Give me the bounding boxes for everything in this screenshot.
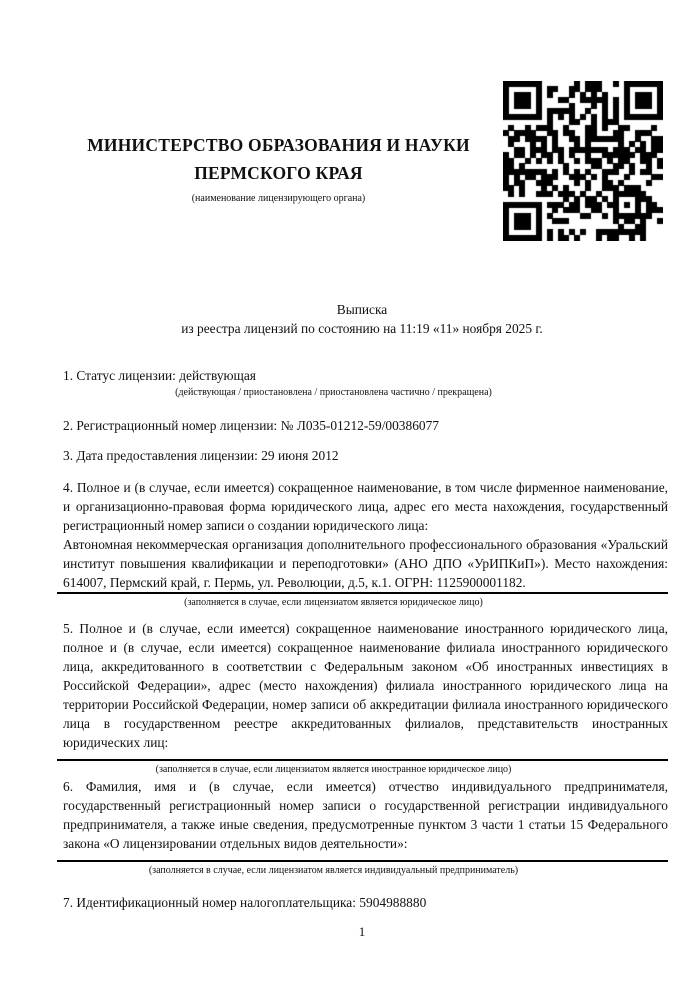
legal-entity-note: (заполняется в случае, если лицензиатом является юридическое лицо) <box>184 597 483 608</box>
item-2-registration-number <box>63 416 668 435</box>
legal-entity-question: 4. Полное и (в случае, если имеется) сокращенное наименование, в том числе фирменное наименование, и организационно-правовая форма юридического лица, адрес его места нахождения, государственный регистрационный номер записи о создании юридического лица: <box>63 480 668 533</box>
fill-in-rule <box>57 592 668 594</box>
foreign-entity-note: (заполняется в случае, если лицензиатом является иностранное юридическое лицо) <box>155 764 512 775</box>
ministry-name-line1: МИНИСТЕРСТВО ОБРАЗОВАНИЯ И НАУКИ <box>87 135 470 155</box>
item-4-legal-entity <box>63 478 668 609</box>
foreign-entity-question: 5. Полное и (в случае, если имеется) сокращенное наименование иностранного юридического лица, полное и (в случае, если имеется) сокращенное наименование филиала иностранного юридического лица, аккредитованного в соответствии с Федеральным законом «Об иностранных инвестициях в Российской Федерации», адрес (место нахождения) филиала иностранного юридического лица на территории Российской Федерации, номер записи об аккредитации филиала иностранного юридического лица в государственном реестре аккредитованных филиалов, представительств иностранных юридических лиц: <box>63 621 668 750</box>
legal-entity-value: Автономная некоммерческая организация дополнительного профессионального образования «Уральский институт повышения квалификации и переподготовки» (АНО ДПО «УрИПКиП»). Место нахождения: 614007, Пермский край, г. Пермь, ул. Революции, д.5, к.1. ОГРН: 1125900001182. <box>63 537 668 590</box>
fill-in-rule <box>57 759 668 761</box>
document-title-block <box>57 300 667 338</box>
registration-number-text: 2. Регистрационный номер лицензии: № Л035-01212-59/00386077 <box>63 418 439 433</box>
document-title: Выписка <box>336 302 388 317</box>
individual-note: (заполняется в случае, если лицензиатом является индивидуальный предприниматель) <box>148 865 519 876</box>
item-6-individual-entrepreneur <box>63 777 668 877</box>
licensing-authority-caption: (наименование лицензирующего органа) <box>191 193 366 204</box>
item-7-taxpayer-id <box>63 893 668 912</box>
qr-code-icon <box>503 81 663 241</box>
item-1-license-status <box>63 366 668 399</box>
taxpayer-id-text: 7. Идентификационный номер налогоплательщика: 5904988880 <box>63 895 427 910</box>
license-status-text: 1. Статус лицензии: действующая <box>63 368 256 383</box>
grant-date-text: 3. Дата предоставления лицензии: 29 июня 2012 <box>63 448 339 463</box>
document-subtitle: из реестра лицензий по состоянию на 11:19 «11» ноября 2025 г. <box>181 321 543 336</box>
individual-question: 6. Фамилия, имя и (в случае, если имеется) отчество индивидуального предпринимателя, государственный регистрационный номер записи о государственной регистрации индивидуального предпринимателя, а также иные сведения, предусмотренные пунктом 3 части 1 статьи 15 Федерального закона «О лицензировании отдельных видов деятельности»: <box>63 779 668 851</box>
ministry-name-line2: ПЕРМСКОГО КРАЯ <box>194 163 363 183</box>
page-number: 1 <box>358 924 366 939</box>
item-5-foreign-entity <box>63 619 668 776</box>
license-status-options-note: (действующая / приостановлена / приостановлена частично / прекращена) <box>175 387 492 398</box>
fill-in-rule <box>57 860 668 862</box>
ministry-header <box>57 131 500 204</box>
item-3-grant-date <box>63 446 668 465</box>
